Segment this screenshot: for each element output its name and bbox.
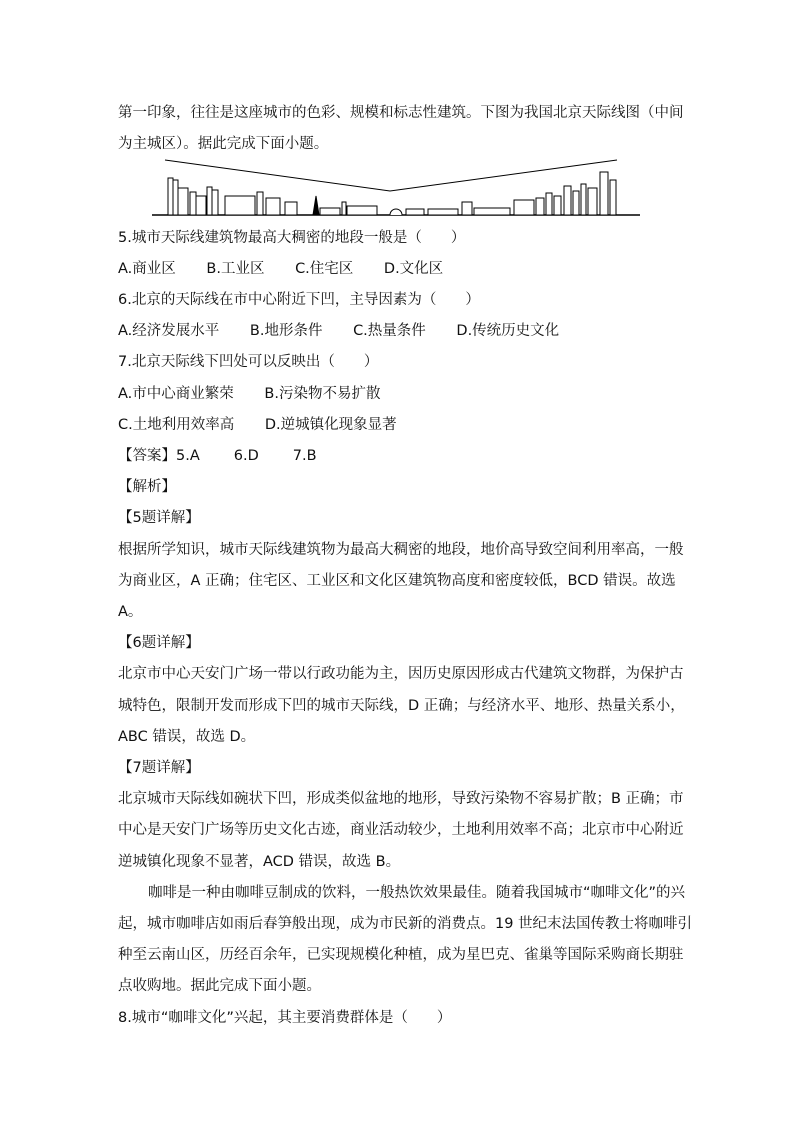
detail7-line-2: 中心是天安门广场等历史文化古迹，商业活动较少，土地利用效率不高；北京市中心附近 (118, 822, 684, 838)
beijing-skyline-figure (150, 158, 645, 220)
detail6-label: 【6题详解】 (118, 635, 200, 651)
q5-option-b[interactable]: B.工业区 (206, 261, 265, 277)
q7-option-b[interactable]: B.污染物不易扩散 (264, 386, 381, 402)
q5-options (118, 259, 443, 279)
answer-label: 【答案】 (118, 448, 176, 464)
q5-stem: 5.城市天际线建筑物最高大稠密的地段一般是（ ） (118, 230, 466, 246)
detail7-label: 【7题详解】 (118, 760, 200, 776)
answer-5: 5.A (176, 448, 200, 464)
intro-line-1: 第一印象，往往是这座城市的色彩、规模和标志性建筑。下图为我国北京天际线图（中间 (118, 105, 684, 121)
coffee-line-3: 种至云南山区，历经百余年，已实现规模化种植，成为星巴克、雀巢等国际采购商长期驻 (118, 947, 684, 963)
coffee-line-4: 点收购地。据此完成下面小题。 (118, 978, 321, 994)
q5-option-a[interactable]: A.商业区 (118, 261, 176, 277)
q6-option-c[interactable]: C.热量条件 (353, 323, 426, 339)
q7-options-row-2 (118, 415, 397, 435)
q6-options (118, 321, 559, 341)
q7-options-row-1 (118, 384, 380, 404)
detail6-line-1: 北京市中心天安门广场一带以行政功能为主，因历史原因形成古代建筑文物群，为保护古 (118, 666, 684, 682)
coffee-line-2: 起，城市咖啡店如雨后春笋般出现，成为市民新的消费点。19 世纪末法国传教士将咖啡引 (118, 916, 693, 932)
answer-7: 7.B (292, 448, 317, 464)
answer-6: 6.D (233, 448, 259, 464)
q6-option-b[interactable]: B.地形条件 (249, 323, 323, 339)
detail5-label: 【5题详解】 (118, 510, 200, 526)
q7-option-c[interactable]: C.土地利用效率高 (118, 417, 235, 433)
detail6-line-3: ABC 错误，故选 D。 (118, 729, 256, 745)
q7-option-d[interactable]: D.逆城镇化现象显著 (264, 417, 397, 433)
q5-option-d[interactable]: D.文化区 (383, 261, 444, 277)
q6-option-d[interactable]: D.传统历史文化 (456, 323, 560, 339)
coffee-line-1: 咖啡是一种由咖啡豆制成的饮料，一般热饮效果最佳。随着我国城市“咖啡文化”的兴 (148, 885, 686, 901)
q5-option-c[interactable]: C.住宅区 (295, 261, 354, 277)
q6-option-a[interactable]: A.经济发展水平 (118, 323, 220, 339)
detail7-line-1: 北京城市天际线如碗状下凹，形成类似盆地的地形，导致污染物不容易扩散；B 正确；市 (118, 791, 684, 807)
detail7-line-3: 逆城镇化现象不显著，ACD 错误，故选 B。 (118, 854, 401, 870)
intro-line-2: 为主城区）。据此完成下面小题。 (118, 136, 329, 152)
q7-option-a[interactable]: A.市中心商业繁荣 (118, 386, 234, 402)
q8-stem: 8.城市“咖啡文化”兴起，其主要消费群体是（ ） (118, 1010, 452, 1026)
detail6-line-2: 城特色，限制开发而形成下凹的城市天际线，D 正确；与经济水平、地形、热量关系小， (118, 698, 685, 714)
analysis-label: 【解析】 (118, 479, 176, 495)
answer-line (118, 446, 317, 466)
detail5-line-1: 根据所学知识，城市天际线建筑物为最高大稠密的地段，地价高导致空间利用率高，一般 (118, 542, 684, 558)
q7-stem: 7.北京天际线下凹处可以反映出（ ） (118, 354, 379, 370)
detail5-line-3: A。 (118, 604, 143, 620)
q6-stem: 6.北京的天际线在市中心附近下凹，主导因素为（ ） (118, 292, 480, 308)
detail5-line-2: 为商业区，A 正确；住宅区、工业区和文化区建筑物高度和密度较低，BCD 错误。故选 (118, 573, 676, 589)
